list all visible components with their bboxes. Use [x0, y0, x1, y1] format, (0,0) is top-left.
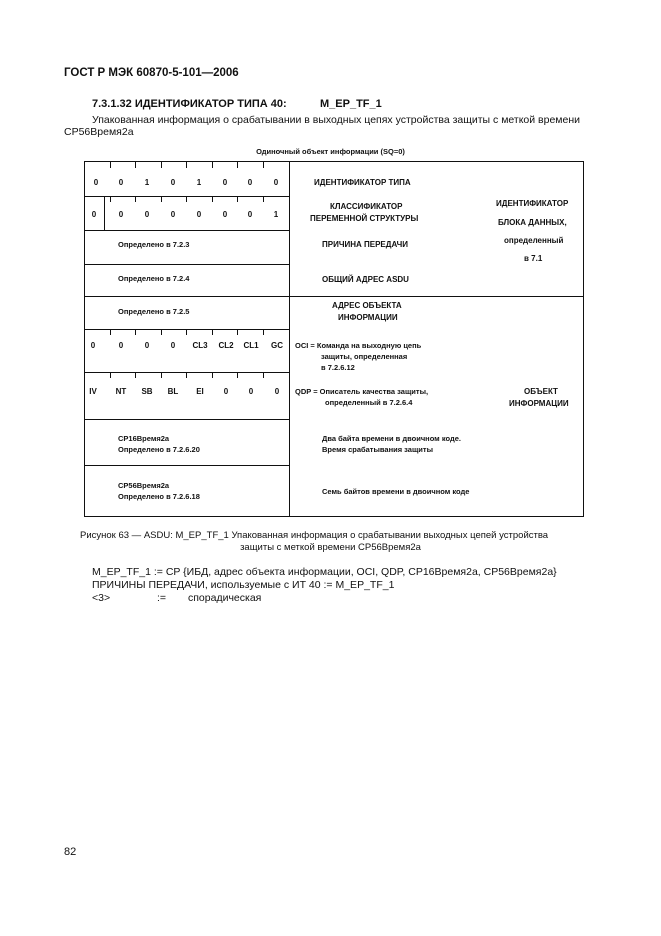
row-label-common-address: ОБЩИЙ АДРЕС ASDU [322, 275, 409, 284]
section-type-id: M_EP_TF_1 [320, 98, 382, 110]
bit-tick [135, 330, 136, 335]
bit-cell: 0 [90, 341, 96, 350]
row-left-cp16-line1: CP16Время2а [118, 434, 170, 443]
bit-cell: CL2 [218, 341, 234, 350]
side-info-object-line1: ОБЪЕКТ [524, 387, 558, 396]
side-data-unit-line2: БЛОКА ДАННЫХ, [498, 218, 567, 227]
bit-tick [186, 197, 187, 202]
row-label-type-id: ИДЕНТИФИКАТОР ТИПА [314, 178, 411, 187]
row-left-cot: Определено в 7.2.3 [118, 240, 190, 249]
bit-tick [110, 373, 111, 378]
bit-cell: 0 [118, 341, 124, 350]
standard-header: ГОСТ Р МЭК 60870-5-101—2006 [64, 67, 239, 79]
bit-cell: BL [167, 387, 179, 396]
bit-cell: 0 [247, 178, 253, 187]
section-title: 7.3.1.32 ИДЕНТИФИКАТОР ТИПА 40: [92, 98, 287, 110]
bit-cell: GC [271, 341, 283, 350]
row-left-ioa: Определено в 7.2.5 [118, 307, 190, 316]
row-label-vsq-line1: КЛАССИФИКАТОР [330, 202, 403, 211]
bit-cell: 0 [222, 210, 228, 219]
section-intro-line1: Упакованная информация о срабатывании в выходных цепях устройства защиты с меткой времени [92, 114, 581, 126]
bit-cell: 0 [170, 341, 176, 350]
bit-tick [161, 162, 162, 168]
sq-bit-cell: 0 [91, 210, 97, 219]
side-info-object-line2: ИНФОРМАЦИИ [509, 399, 569, 408]
side-data-unit-line3: определенный [504, 236, 564, 245]
row-label-oci-line1: OCI = Команда на выходную цепь [295, 341, 422, 350]
bit-cell: 0 [196, 210, 202, 219]
bit-tick [237, 330, 238, 335]
bit-cell: EI [196, 387, 204, 396]
bit-cell: 0 [273, 178, 279, 187]
bit-tick [212, 162, 213, 168]
row-label-cot: ПРИЧИНА ПЕРЕДАЧИ [322, 240, 408, 249]
bit-cell: 0 [118, 210, 124, 219]
bit-cell: 1 [273, 210, 279, 219]
bit-cell: 0 [274, 387, 280, 396]
row-label-oci-line3: в 7.2.6.12 [321, 363, 355, 372]
row-line [84, 230, 289, 231]
bit-tick [186, 373, 187, 378]
bit-tick [110, 197, 111, 202]
bit-cell: 0 [247, 210, 253, 219]
bit-tick [263, 162, 264, 168]
bit-cell: 1 [144, 178, 150, 187]
bit-tick [186, 330, 187, 335]
bit-tick [212, 330, 213, 335]
bit-tick [237, 162, 238, 168]
bit-cell: 0 [144, 210, 150, 219]
bit-cell: 1 [196, 178, 202, 187]
bit-tick [161, 330, 162, 335]
section-intro-line2: CP56Время2а [64, 126, 134, 138]
bit-tick [263, 330, 264, 335]
row-line [84, 264, 289, 265]
cot-name: спорадическая [188, 592, 262, 604]
bit-cell: 0 [93, 178, 99, 187]
definition-line2: ПРИЧИНЫ ПЕРЕДАЧИ, используемые с ИТ 40 := M_EP_TF_1 [92, 579, 395, 591]
row-left-cp56-line1: CP56Время2а [118, 481, 170, 490]
bit-cell: NT [115, 387, 127, 396]
page-number: 82 [64, 846, 77, 858]
bit-tick [135, 373, 136, 378]
figure-caption-line1: Рисунок 63 — ASDU: M_EP_TF_1 Упакованная информация о срабатывании выходных цепей устройства [80, 530, 549, 541]
row-line [84, 419, 289, 420]
table-title: Одиночный объект информации (SQ=0) [256, 147, 405, 156]
row-left-cp16-line2: Определено в 7.2.6.20 [118, 445, 200, 454]
cot-code: <3> [92, 592, 111, 604]
row-label-qdp-line1: QDP = Описатель качества защиты, [295, 387, 429, 396]
bit-tick [161, 373, 162, 378]
cot-assign: := [157, 592, 167, 604]
row-label-ioa-line1: АДРЕС ОБЪЕКТА [332, 301, 402, 310]
bit-cell: SB [141, 387, 153, 396]
bit-cell: CL3 [192, 341, 208, 350]
table-divider [289, 161, 290, 517]
row-label-qdp-line2: определенный в 7.2.6.4 [325, 398, 413, 407]
bit-cell: 0 [170, 178, 176, 187]
row-label-oci-line2: защиты, определенная [321, 352, 408, 361]
figure-caption-line2: защиты с меткой времени CP56Время2а [240, 542, 421, 553]
bit-tick [212, 197, 213, 202]
bit-cell: 0 [118, 178, 124, 187]
row-label-cp16-line1: Два байта времени в двоичном коде. [322, 434, 461, 443]
row-label-ioa-line2: ИНФОРМАЦИИ [338, 313, 398, 322]
bit-tick [263, 373, 264, 378]
bit-cell: 0 [222, 178, 228, 187]
row-left-cp56-line2: Определено в 7.2.6.18 [118, 492, 200, 501]
row-label-vsq-line2: ПЕРЕМЕННОЙ СТРУКТУРЫ [310, 214, 419, 223]
bit-tick [263, 197, 264, 202]
row-line [84, 465, 289, 466]
bit-tick [161, 197, 162, 202]
row-line [84, 296, 584, 297]
side-data-unit-line4: в 7.1 [524, 254, 543, 263]
bit-tick [186, 162, 187, 168]
bit-cell: 0 [248, 387, 254, 396]
bit-tick [237, 373, 238, 378]
side-data-unit-line1: ИДЕНТИФИКАТОР [496, 199, 569, 208]
bit-tick [110, 162, 111, 168]
bit-cell: IV [89, 387, 97, 396]
definition-line1: M_EP_TF_1 := CP {ИБД, адрес объекта информации, OCI, QDP, CP16Время2а, CP56Время2а} [92, 566, 557, 578]
bit-cell: 0 [144, 341, 150, 350]
bit-cell: CL1 [243, 341, 259, 350]
row-left-common-address: Определено в 7.2.4 [118, 274, 190, 283]
bit-tick [135, 197, 136, 202]
bit-cell: 0 [170, 210, 176, 219]
row-label-cp56: Семь байтов времени в двоичном коде [322, 487, 470, 496]
row-label-cp16-line2: Время срабатывания защиты [322, 445, 433, 454]
bit-cell: 0 [223, 387, 229, 396]
bit-tick [135, 162, 136, 168]
bit-tick [237, 197, 238, 202]
bit-tick [212, 373, 213, 378]
bit-tick [110, 330, 111, 335]
